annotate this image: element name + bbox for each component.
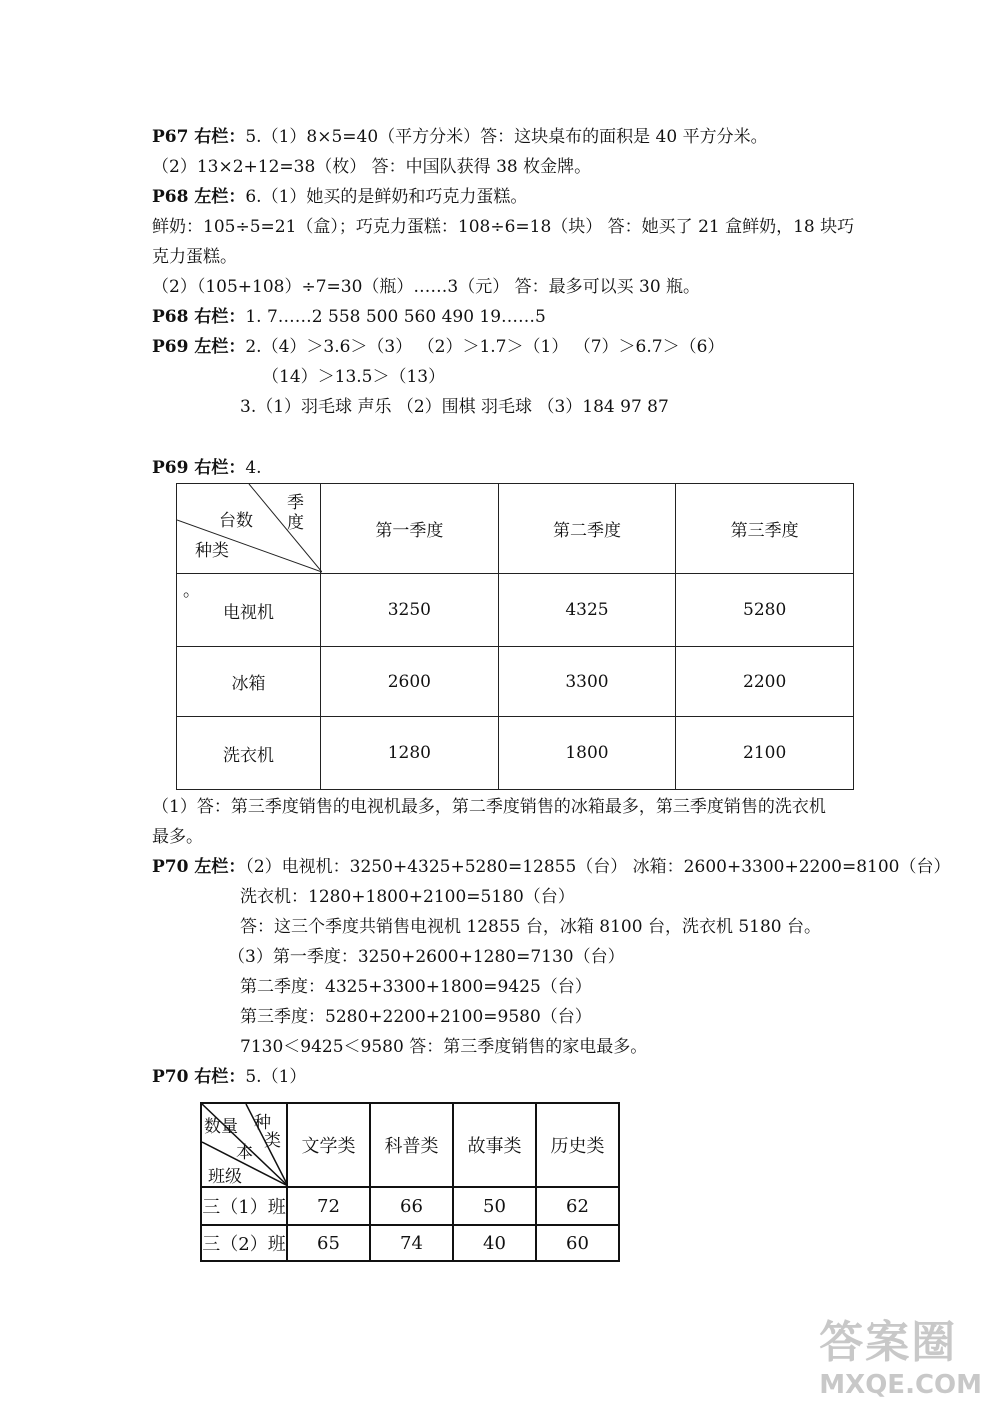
line-p70-left: P70 左栏：（2）电视机：3250+4325+5280=12855（台） 冰箱：2600+3300+2200=8100（台） [152, 857, 951, 877]
watermark [819, 1306, 982, 1400]
diag-label-du: 度 [287, 513, 304, 533]
line-p69-right: P69 右栏：4. [152, 458, 262, 478]
table-row [177, 717, 854, 790]
cell: 3250 [321, 574, 499, 647]
line-9: （14）＞13.5＞（13） [262, 367, 446, 387]
table-row [201, 1225, 619, 1261]
header-q2: 第二季度 [498, 484, 676, 574]
cell: 3300 [498, 647, 676, 717]
cell: 50 [453, 1187, 536, 1225]
line-2: （2）13×2+12=38（枚） 答：中国队获得 38 枚金牌。 [152, 157, 592, 177]
line-p67-right: P67 右栏：5.（1）8×5=40（平方分米）答：这块桌布的面积是 40 平方分米。 [152, 127, 768, 147]
cell: 40 [453, 1225, 536, 1261]
line-18: 第二季度：4325+3300+1800=9425（台） [240, 977, 592, 997]
cell: 2200 [676, 647, 854, 717]
line-17: （3）第一季度：3250+2600+1280=7130（台） [228, 947, 625, 967]
sales-header-row [177, 484, 854, 574]
line-p68-left: P68 左栏：6.（1）她买的是鲜奶和巧克力蛋糕。 [152, 187, 528, 207]
cell: 62 [536, 1187, 619, 1225]
diag-label-zhong: 种 [254, 1113, 271, 1133]
header-literature: 文学类 [287, 1103, 370, 1187]
row-label-tv: 。 电视机 [177, 574, 321, 647]
line-13: 最多。 [152, 827, 203, 847]
table-row [177, 574, 854, 647]
line-4: 鲜奶：105÷5=21（盒）；巧克力蛋糕：108÷6=18（块） 答：她买了 21 盒鲜奶，18 块巧 [152, 217, 855, 237]
diag-label-lei: 类 [264, 1131, 281, 1151]
cell: 66 [370, 1187, 453, 1225]
sales-table [176, 483, 854, 790]
line-10: 3.（1）羽毛球 声乐 （2）围棋 羽毛球 （3）184 97 87 [240, 397, 669, 417]
diag-label-ben: 本 [236, 1143, 253, 1163]
diag-label-ji: 季 [287, 493, 304, 513]
header-science: 科普类 [370, 1103, 453, 1187]
header-story: 故事类 [453, 1103, 536, 1187]
watermark-url: MXQE.COM [819, 1370, 982, 1400]
line-19: 第三季度：5280+2200+2100=9580（台） [240, 1007, 592, 1027]
stray-dot: 。 [183, 581, 200, 601]
cell: 2100 [676, 717, 854, 790]
header-q3: 第三季度 [676, 484, 854, 574]
header-history: 历史类 [536, 1103, 619, 1187]
cell: 1800 [498, 717, 676, 790]
cell: 72 [287, 1187, 370, 1225]
line-20: 7130＜9425＜9580 答：第三季度销售的家电最多。 [240, 1037, 648, 1057]
row-label-class2: 三（2）班 [201, 1225, 287, 1261]
sales-diagonal-header [177, 484, 321, 574]
cell: 5280 [676, 574, 854, 647]
books-header-row [201, 1103, 619, 1187]
table-row [201, 1187, 619, 1225]
cell: 4325 [498, 574, 676, 647]
diag-label-zhonglei: 种类 [195, 541, 229, 561]
row-label-washer: 洗衣机 [177, 717, 321, 790]
line-15: 洗衣机：1280+1800+2100=5180（台） [240, 887, 575, 907]
line-12: （1）答：第三季度销售的电视机最多，第二季度销售的冰箱最多，第三季度销售的洗衣机 [152, 797, 826, 817]
line-16: 答：这三个季度共销售电视机 12855 台，冰箱 8100 台，洗衣机 5180 台。 [240, 917, 822, 937]
row-label-fridge: 冰箱 [177, 647, 321, 717]
cell: 1280 [321, 717, 499, 790]
row-label-class1: 三（1）班 [201, 1187, 287, 1225]
line-p69-left: P69 左栏：2.（4）＞3.6＞（3） （2）＞1.7＞（1） （7）＞6.7＞（6） [152, 337, 725, 357]
cell: 60 [536, 1225, 619, 1261]
line-p70-right: P70 右栏：5.（1） [152, 1067, 307, 1087]
table-row [177, 647, 854, 717]
cell: 2600 [321, 647, 499, 717]
diag-label-banji: 班级 [208, 1167, 242, 1187]
cell: 65 [287, 1225, 370, 1261]
cell: 74 [370, 1225, 453, 1261]
diag-label-shuliang: 数量 [204, 1117, 238, 1137]
watermark-logo-text: 答案圈 [819, 1317, 958, 1368]
line-6: （2）（105+108）÷7=30（瓶）……3（元） 答：最多可以买 30 瓶。 [152, 277, 701, 297]
diag-label-taishu: 台数 [219, 511, 253, 531]
header-q1: 第一季度 [321, 484, 499, 574]
line-5: 克力蛋糕。 [152, 247, 237, 267]
books-diagonal-header [201, 1103, 287, 1187]
books-table [200, 1102, 620, 1262]
line-p68-right: P68 右栏：1. 7……2 558 500 560 490 19……5 [152, 307, 546, 327]
